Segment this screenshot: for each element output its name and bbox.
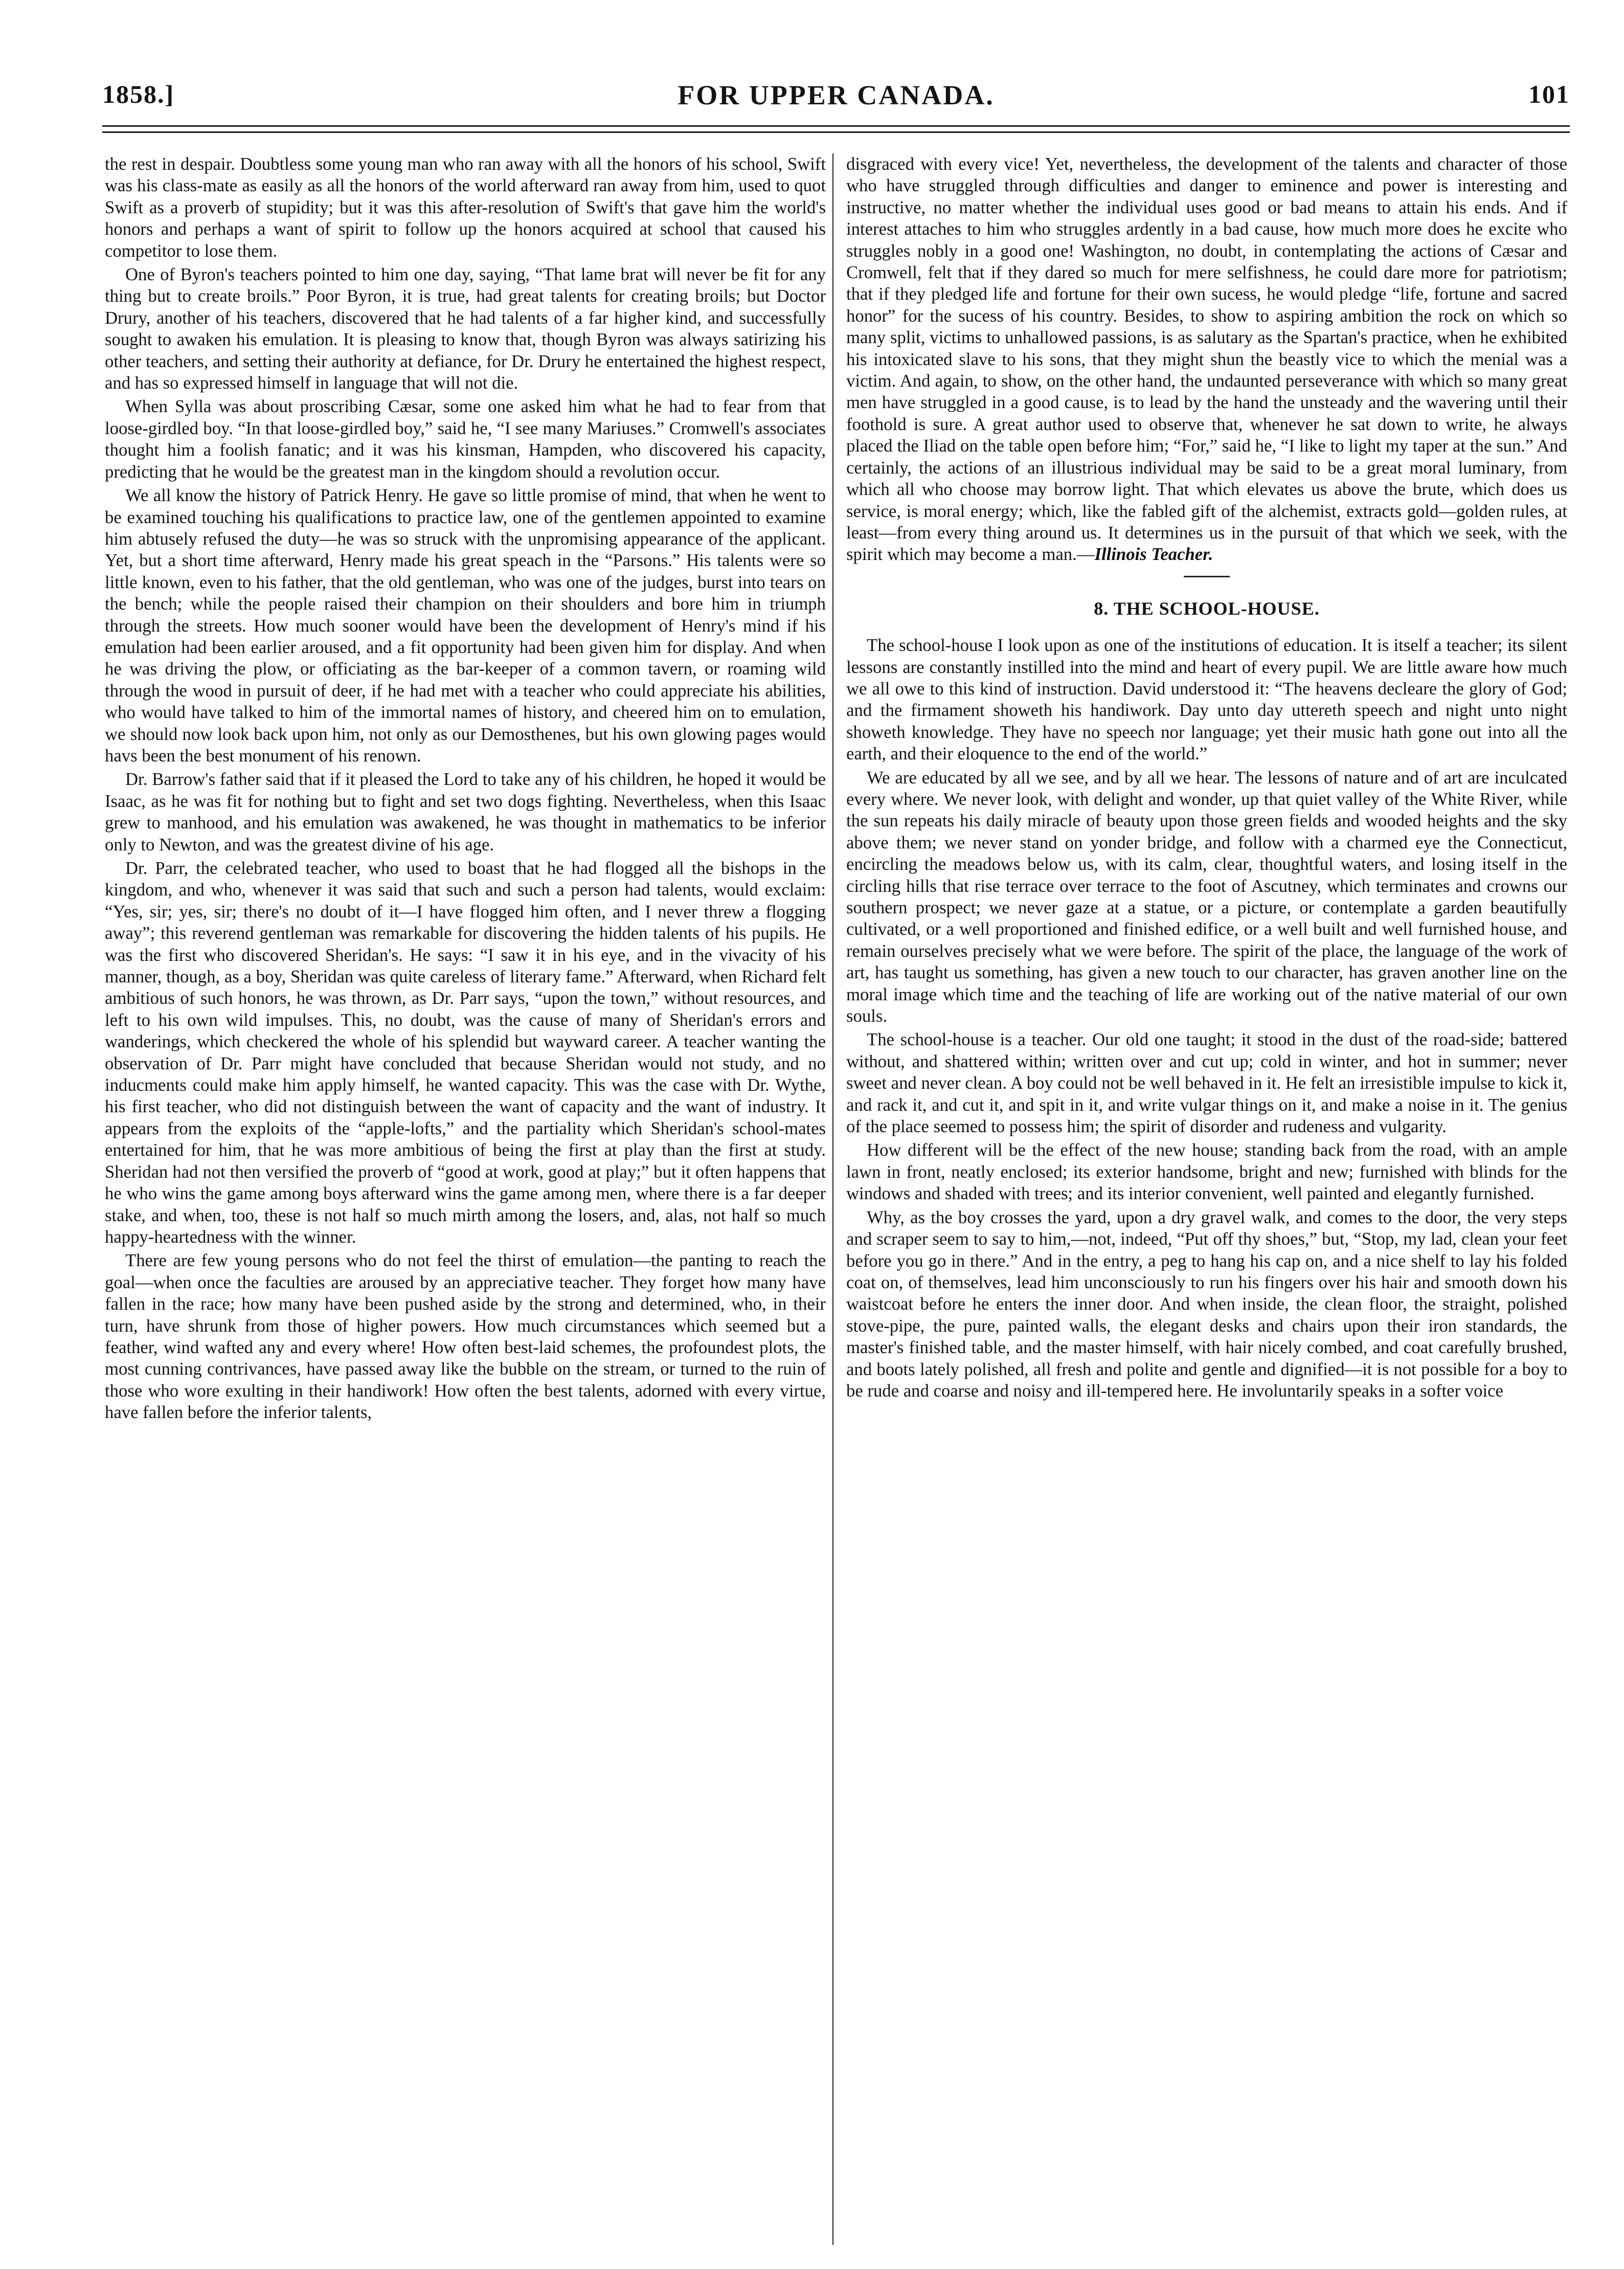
right-column — [846, 153, 1567, 2255]
header-title: FOR UPPER CANADA. — [678, 80, 995, 110]
paragraph: Dr. Parr, the celebrated teacher, who used to boast that he had flogged all the bishops in the kingdom, and who, whenever it was said that such and such a person had talents, would exclaim: “Yes, sir; yes, sir; there's no doubt of it—I have flogged him often, and I never threw a flogging away”; this reverend gentleman was remarkable for discovering the hidden talents of his pupils. He was the first who discovered Sheridan's. He says: “I saw it in his eye, and in the vivacity of his manner, though, as a boy, Sheridan was quite careless of literary fame.” Afterward, when Richard felt ambitious of such honors, he was thrown, as Dr. Parr says, “upon the town,” without resources, and left to his own wild impulses. This, no doubt, was the cause of many of Sheridan's errors and wanderings, which checkered the whole of his splendid but wayward career. A teacher wanting the observation of Dr. Parr might have concluded that because Sheridan would not study, and no inducments could make him apply himself, he wanted capacity. This was the case with Dr. Wythe, his first teacher, who did not distinguish between the want of capacity and the want of industry. It appears from the exploits of the “apple-lofts,” and the partiality which Sheridan's school-mates entertained for him, that he was more ambitious of being the first at play than the first at study. Sheridan had not then versified the proverb of “good at work, good at play;” but it often happens that he who wins the game among boys afterward wins the game among men, where there is a far deeper stake, and when, too, these is not half so much mirth among the losers, and, alas, not half so much happy-heartedness with the winner. — [105, 858, 826, 1247]
paragraph: We all know the history of Patrick Henry. He gave so little promise of mind, that when he went to be examined touching his qualifications to practice law, one of the gentlemen appointed to examine him abtusely refused the duty—he was so struck with the unpromising appearance of the applicant. Yet, but a short time afterward, Henry made his great speach in the “Parsons.” His talents were so little known, even to his father, that the old gentleman, who was one of the judges, burst into tears on the bench; while the people raised their champion on their shoulders and bore him in triumph through the streets. How much sooner would have been the development of Henry's mind if his emulation had been earlier aroused, and a fit opportunity had been given him for display. And when he was driving the plow, or officiating as the bar-keeper of a common tavern, or roaming wild through the wood in pursuit of deer, if he had met with a teacher who could appreciate his abilities, who would have talked to him of the immortal names of history, and cheered him on to emulation, we should now look back upon him, not only as our Demosthenes, but his own glowing pages would havs been the best monument of his renown. — [105, 485, 826, 766]
left-column — [105, 153, 826, 2255]
paragraph: We are educated by all we see, and by all we hear. The lessons of nature and of art are inculcated every where. We never look, with delight and wonder, up that quiet valley of the White River, while the sun repeats his daily miracle of beauty upon those green fields and wooded heights and the sky above them; we never stand on yonder bridge, and follow with a charmed eye the Connecticut, encircling the meadows below us, with its calm, clear, thoughtful waters, and losing itself in the circling hills that rise terrace over terrace to the foot of Ascutney, which terminates and crowns our southern prospect; we never gaze at a statue, or a picture, or contemplate a garden beautifully cultivated, or a well proportioned and finished edifice, or a well built and well furnished house, and remain ourselves precisely what we were before. The spirit of the place, the language of the work of art, has taught us something, has given a new touch to our character, has graven another line on the moral image which time and the teaching of life are working out of the native material of our own souls. — [846, 767, 1567, 1026]
section-separator — [1184, 576, 1230, 577]
running-header — [102, 74, 1570, 115]
section-title: 8. THE SCHOOL-HOUSE. — [1094, 598, 1320, 619]
column-divider — [832, 153, 833, 2245]
paragraph — [846, 153, 1567, 566]
paragraph: The school-house I look upon as one of the institutions of education. It is itself a teacher; its silent lessons are constantly instilled into the mind and heart of every pupil. We are little aware how much we all owe to this kind of instruction. David understood it: “The heavens decleare the glory of God; and the firmament showeth his handiwork. Day unto day uttereth speech and night unto night showeth knowledge. They have no speech nor language; yet their music hath gone out into all the earth, and their eloquence to the end of the world.” — [846, 635, 1567, 764]
paragraph: Why, as the boy crosses the yard, upon a dry gravel walk, and comes to the door, the very steps and scraper seem to say to him,—not, indeed, “Put off thy shoes,” but, “Stop, my lad, clean your feet before you go in there.” And in the entry, a peg to hang his cap on, and a nice shelf to lay his folded coat on, of themselves, lead him unconsciously to run his fingers over his hair and smooth down his waistcoat before he enters the inner door. And when inside, the clean floor, the straight, polished stove-pipe, the pure, painted walls, the elegant desks and chairs upon their iron standards, the master's finished table, and the master himself, with hair nicely combed, and coat carefully brushed, and boots lately polished, all fresh and polite and gentle and dignified—it is not possible for a boy to be rude and coarse and noisy and ill-tempered here. He involuntarily speaks in a softer voice — [846, 1207, 1567, 1401]
paragraph: the rest in despair. Doubtless some young man who ran away with all the honors of his school, Swift was his class-mate as easily as all the honors of the world afterward ran away from him, used to quot Swift as a proverb of stupidity; but it was this after-resolution of Swift's that gave him the world's honors and perhaps a want of spirit to follow up the honors acquired at school that caused his competitor to lose them. — [105, 154, 826, 261]
header-double-rule — [102, 125, 1570, 133]
paragraph: The school-house is a teacher. Our old one taught; it stood in the dust of the road-side; battered without, and shattered within; written over and cut up; cold in winter, and hot in summer; never sweet and never clean. A boy could not be well behaved in it. He felt an irresistible impulse to kick it, and rack it, and cut it, and spit in it, and write vulgar things on it, and make a noise in it. The genius of the place seemed to possess him; the spirit of disorder and rudeness and vulgarity. — [846, 1029, 1567, 1137]
paragraph: There are few young persons who do not feel the thirst of emulation—the panting to reach the goal—when once the faculties are aroused by an appreciative teacher. They forget how many have fallen in the race; how many have been pushed aside by the strong and determined, who, in their turn, have shrunk from those of higher powers. How much circumstances which seemed but a feather, wind wafted any and every where! How often best-laid schemes, the profoundest plots, the most cunning contrivances, have passed away like the bubble on the stream, or turned to the ruin of those who wore exulting in their handiwork! How often the best talents, adorned with every virtue, have fallen before the inferior talents, — [105, 1250, 826, 1423]
paragraph: Dr. Barrow's father said that if it pleased the Lord to take any of his children, he hoped it would be Isaac, as he was fit for nothing but to fight and set two dogs fighting. Nevertheless, when this Isaac grew to manhood, and his emulation was awakened, he was thought in mathematics to be inferior only to Newton, and was the greatest divine of his age. — [105, 769, 826, 855]
paragraph: How different will be the effect of the new house; standing back from the road, with an ample lawn in front, neatly enclosed; its exterior handsome, bright and new; furnished with blinds for the windows and shaded with trees; and its interior convenient, well painted and elegantly furnished. — [846, 1140, 1567, 1204]
page-number: 101 — [1528, 80, 1570, 108]
paragraph-text: disgraced with every vice! Yet, nevertheless, the development of the talents and character of those who have struggled through difficulties and danger to eminence and power is interesting and instructive, no matter whether the individual uses good or bad means to attain his ends. And if interest attaches to him who struggles ardently in a bad cause, how much more does he excite who struggles nobly in a good one! Washington, no doubt, in contemplating the actions of Cæsar and Cromwell, felt that if they dared so much for mere selfishness, he could dare more for patriotism; that if they pledged life and fortune for their own sucess, he would pledge “life, fortune and sacred honor” for the sucess of his country. Besides, to show to aspiring ambition the rock on which so many split, victims to unhallowed passions, is as salutary as the Spartan's practice, when he exhibited his intoxicated slave to his sons, that they might shun the beastly vice to which the menial was a victim. And again, to show, on the other hand, the undaunted perseverance with which so many great men have struggled in a good cause, is to lead by the hand the unsteady and the wavering until their foothold is sure. A great author used to observe that, whenever he sat down to write, he always placed the Iliad on the table open before him; “For,” said he, “I like to light my taper at the sun.” And certainly, the actions of an illustrious individual may be said to be a great moral luminary, from which all who choose may borrow light. That which elevates us above the brute, which does us service, is moral energy; which, like the fabled gift of the alchemist, extracts gold—golden rules, at least—from every thing around us. It determines us in the pursuit of that which we seek, with the spirit which may become a man.— — [846, 154, 1567, 565]
paragraph: One of Byron's teachers pointed to him one day, saying, “That lame brat will never be fit for any thing but to create broils.” Poor Byron, it is true, had great talents for creating broils; but Doctor Drury, another of his teachers, discovered that he had talents of a far higher kind, and successfully sought to awaken his emulation. It is pleasing to know that, though Byron was always satirizing his other teachers, and setting their authority at defiance, for Dr. Drury he entertained the highest respect, and has so expressed himself in language that will not die. — [105, 264, 826, 393]
source-attribution: Illinois Teacher. — [1094, 544, 1213, 565]
paragraph: When Sylla was about proscribing Cæsar, some one asked him what he had to fear from that loose-girdled boy. “In that loose-girdled boy,” said he, “I see many Mariuses.” Cromwell's associates thought him a foolish fanatic; and it was his kinsman, Hampden, who discovered his capacity, predicting that he would be the greatest man in the kingdom should a revolution occur. — [105, 396, 826, 482]
header-year: 1858.] — [102, 80, 175, 108]
